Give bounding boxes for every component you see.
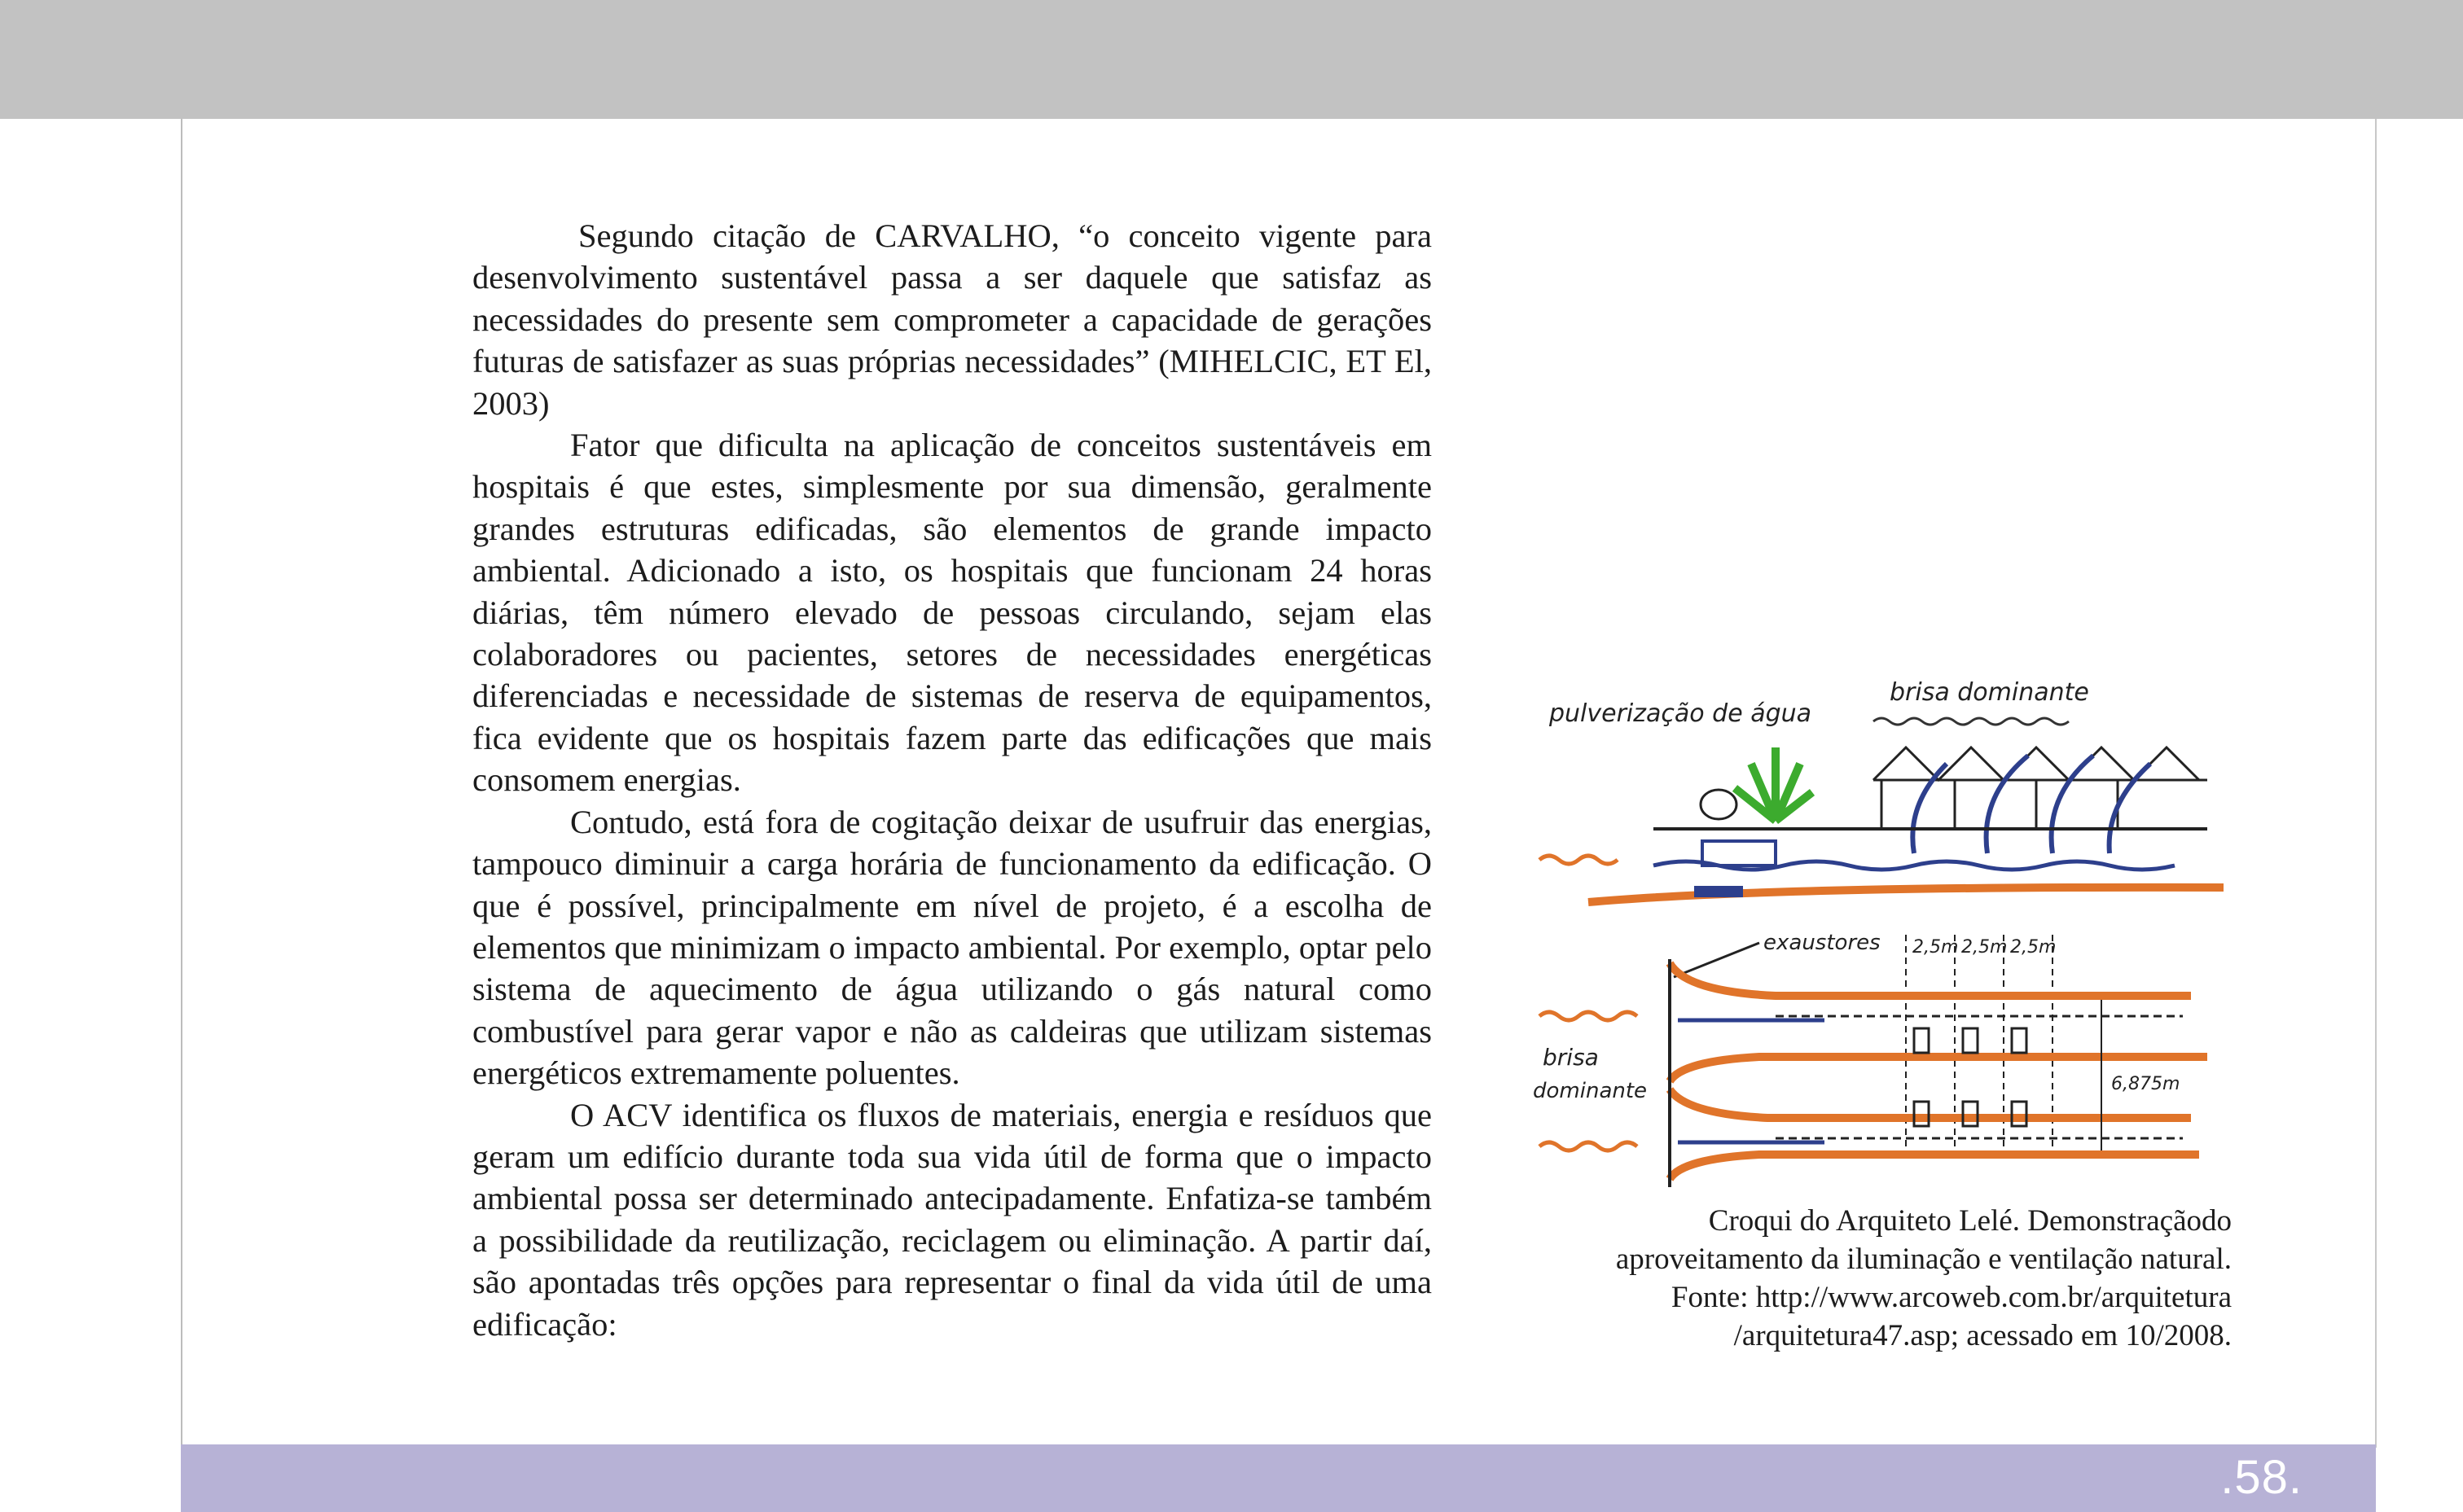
label-exhausters: exaustores [1763,931,1881,955]
paragraph-4: O ACV identifica os fluxos de materiais, energia e resíduos que geram um edifício durante toda sua vida útil de forma que o impacto ambiental possa ser determinado antecipadamente. Enfatiza-se também a possibilidade da reutilização, reciclagem ou eliminação. A partir daí, são apontadas três opções para representar o final da vida útil de uma edificação: [472,1096,1432,1343]
figure-caption [1499,1202,2232,1355]
caption-line-3: Fonte: http://www.arcoweb.com.br/arquitetura [1671,1281,2232,1314]
architect-sketch-figure [1531,658,2245,1187]
page-border-left [181,119,182,1448]
label-breeze-top: brisa dominante [1890,678,2089,707]
label-dim-1: 2,5m [1912,937,1959,958]
label-water-spray: pulverização de água [1549,699,1812,728]
caption-line-1: Croqui do Arquiteto Lelé. Demonstraçãodo [1708,1204,2232,1238]
label-height: 6,875m [2111,1074,2180,1094]
label-dim-3: 2,5m [2010,937,2057,958]
page-number: .58. [2220,1451,2303,1504]
body-text [472,215,1432,1345]
label-breeze-side-1: brisa [1543,1044,1599,1071]
footer-bar [181,1444,2376,1512]
ventilation-sketch [1531,658,2245,1187]
paragraph-3: Contudo, está fora de cogitação deixar de usufruir das energias, tampouco diminuir a carga horária de funcionamento da edificação. O que é possível, principalmente em nível de projeto, é a escolha de elementos que minimizam o impacto ambiental. Por exemplo, optar pelo sistema de aquecimento de água utilizando o gás natural como combustível para gerar vapor e não as caldeiras que utilizam sistemas energéticos extremamente poluentes. [472,803,1432,1092]
caption-line-4: /arquitetura47.asp; acessado em 10/2008. [1733,1319,2232,1352]
paragraph-1: Segundo citação de CARVALHO, “o conceito vigente para desenvolvimento sustentável passa a ser daquele que satisfaz as necessidades do presente sem comprometer a capacidade de gerações futuras de satisfazer as suas próprias necessidades” (MIHELCIC, ET El, 2003) [472,217,1432,422]
header-bar [0,0,2463,119]
page-border-right [2375,119,2377,1448]
label-breeze-side-2: dominante [1533,1079,1648,1103]
label-dim-2: 2,5m [1961,937,2008,958]
caption-line-2: aproveitamento da iluminação e ventilação natural. [1615,1242,2232,1276]
paragraph-2: Fator que dificulta na aplicação de conceitos sustentáveis em hospitais é que estes, simplesmente por sua dimensão, geralmente grandes estruturas edificadas, são elementos de grande impacto ambiental. Adicionado a isto, os hospitais que funcionam 24 horas diárias, têm número elevado de pessoas circulando, sejam elas colaboradores ou pacientes, setores de necessidades energéticas diferenciadas e necessidade de sistemas de reserva de equipamentos, fica evidente que os hospitais fazem parte das edificações que mais consomem energias. [472,427,1432,799]
